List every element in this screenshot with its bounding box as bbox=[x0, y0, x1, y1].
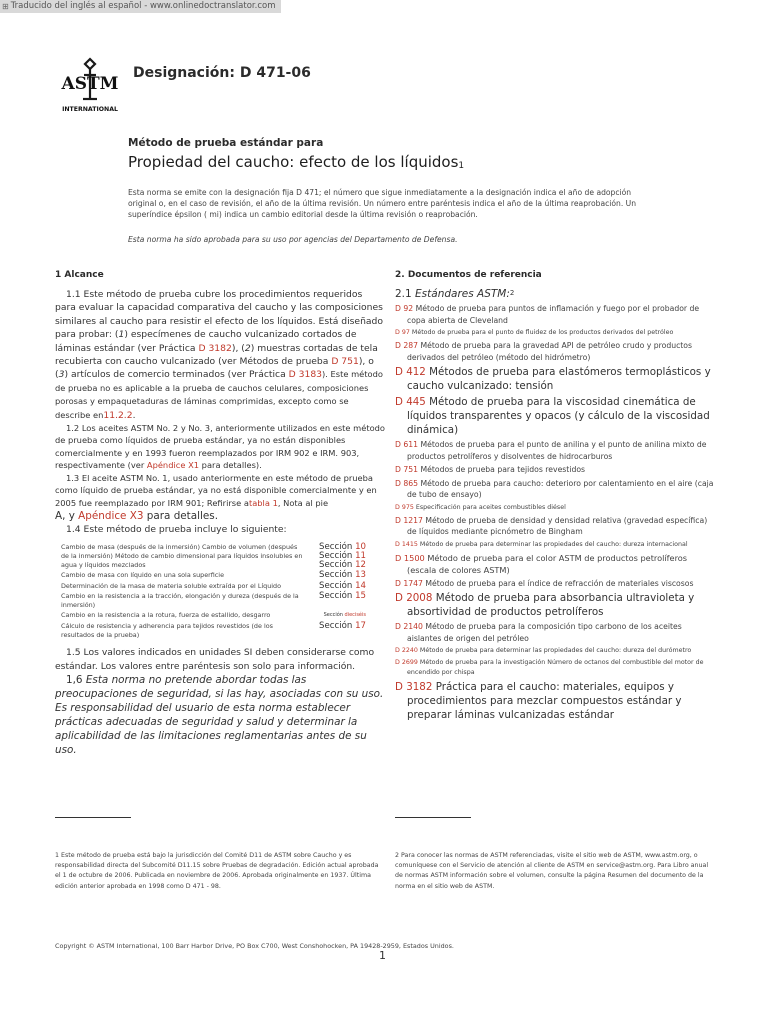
list-item bbox=[395, 621, 715, 644]
astm-standards-subheading: 2.1 Estándares ASTM:$^2$ bbox=[395, 288, 515, 300]
dod-note: Esta norma ha sido aprobada para su uso por agencias del Departamento de Defensa. bbox=[128, 235, 458, 244]
scope-item-text: Cambio de masa (después de la inmersión) Cambio de volumen (después de la inmersión) Método de cambio dimensional para líquidos insolubles en agua y líquidos mezclados bbox=[61, 543, 303, 569]
standard-code-link[interactable]: D 611 bbox=[395, 440, 419, 449]
table-row bbox=[61, 581, 366, 592]
ref-link-d3183[interactable]: D 3183 bbox=[288, 369, 323, 381]
section-link[interactable]: 10 bbox=[355, 542, 366, 553]
standard-code-link[interactable]: D 2699 bbox=[395, 659, 418, 667]
scope-column bbox=[55, 270, 385, 757]
paragraph-1-6: 1,6 Esta norma no pretende abordar todas las preocupaciones de seguridad, si las hay, asociadas con su uso. Es responsabilidad del usuario de esta norma establecer prácticas adecuadas de seguridad y salud y determinar la aplicabilidad de las limitaciones reglamentarias antes de su uso. bbox=[55, 674, 384, 757]
standard-code-link[interactable]: D 1747 bbox=[395, 578, 423, 588]
list-item bbox=[395, 395, 715, 437]
title-footnote-mark: 1 bbox=[458, 161, 465, 171]
standard-code-link[interactable]: D 445 bbox=[395, 396, 426, 408]
standard-title: Método de prueba para la gravedad API de petróleo crudo y productos derivados del petróleo (método del hidrómetro) bbox=[407, 341, 693, 362]
title-line-2 bbox=[128, 153, 464, 171]
list-item bbox=[395, 328, 715, 338]
scope-item-text: Cambio en la resistencia a la tracción, elongación y dureza (después de la inmersión) bbox=[61, 592, 299, 609]
list-item bbox=[395, 515, 715, 538]
standard-title: Método de prueba para caucho: deterioro por calentamiento en el aire (caja de tubo de ensayo) bbox=[407, 478, 714, 499]
page-number: 1 bbox=[379, 949, 386, 962]
list-item bbox=[395, 591, 715, 619]
scope-item-section: Sección 14 bbox=[319, 580, 366, 591]
standard-title: Método de prueba para puntos de inflamación y fuego por el probador de copa abierta de Cleveland bbox=[407, 304, 700, 325]
standard-code-link[interactable]: D 3182 bbox=[395, 681, 433, 694]
ref-link-table-1[interactable]: tabla 1 bbox=[248, 497, 278, 508]
standard-title: Método de prueba para determinar las propiedades del caucho: dureza internacional bbox=[419, 540, 688, 548]
list-item bbox=[395, 646, 715, 656]
list-item bbox=[395, 658, 715, 678]
standard-title: Método de prueba para determinar las propiedades del caucho: dureza del durómetro bbox=[419, 647, 692, 655]
paragraph-1-3-cont: A, y Apéndice X3 para detalles. bbox=[55, 509, 219, 522]
standard-title: Especificación para aceites combustibles diésel bbox=[415, 503, 566, 511]
logo-subtext: INTERNATIONAL bbox=[62, 106, 118, 113]
standard-code-link[interactable]: D 865 bbox=[395, 478, 419, 488]
scope-item-section: Sección dieciséis bbox=[323, 612, 366, 619]
section-link[interactable]: 15 bbox=[355, 591, 366, 602]
ref-link-11-2-2[interactable]: 11.2.2 bbox=[103, 409, 133, 421]
standard-title: Método de prueba para el color ASTM de productos petrolíferos (escala de colores ASTM) bbox=[407, 552, 688, 575]
list-item bbox=[395, 478, 715, 501]
standard-code-link[interactable]: D 92 bbox=[395, 304, 414, 313]
standard-code-link[interactable]: D 751 bbox=[395, 465, 419, 474]
list-item bbox=[395, 503, 715, 513]
ref-link-appendix-x3[interactable]: Apéndice X3 bbox=[78, 509, 144, 522]
table-row bbox=[61, 621, 366, 640]
footnote-1: 1 Este método de prueba está bajo la jurisdicción del Comité D11 de ASTM sobre Caucho y es responsabilidad directa del Subcomité D11.15 sobre Pruebas de degradación. Edición actual aprobada el 1 de octubre de 2006. Publicada en noviembre de 2006. Aprobada originalmente en 1937. Última edición anterior aprobada en 1998 como D 471 - 98. bbox=[55, 852, 379, 890]
list-item bbox=[395, 680, 715, 722]
paragraph-1-5: 1.5 Los valores indicados en unidades SI deben considerarse como estándar. Los valores entre paréntesis son solo para información. bbox=[55, 647, 375, 672]
reference-list bbox=[395, 303, 715, 722]
scope-heading: 1 Alcance bbox=[55, 270, 104, 280]
standard-code-link[interactable]: D 1217 bbox=[395, 515, 423, 525]
scope-item-section: Sección 10 Sección 11 Sección 12 bbox=[319, 542, 366, 570]
standard-code-link[interactable]: D 2008 bbox=[395, 592, 433, 605]
references-column bbox=[395, 270, 715, 724]
scope-item-text: Cálculo de resistencia y adherencia para tejidos revestidos (de los resultados de la prueba) bbox=[61, 622, 273, 639]
list-item bbox=[395, 552, 715, 576]
title-main: Propiedad del caucho: efecto de los líquidos bbox=[128, 153, 459, 171]
references-heading: 2. Documentos de referencia bbox=[395, 270, 542, 280]
logo-text: ASTM bbox=[61, 74, 119, 94]
section-link[interactable]: 17 bbox=[355, 621, 366, 632]
scope-item-section: Sección 17 bbox=[319, 621, 366, 632]
section-link[interactable]: 12 bbox=[355, 559, 366, 570]
table-row bbox=[61, 542, 366, 570]
standard-title: Método de prueba para el punto de fluidez de los productos derivados del petróleo bbox=[411, 329, 674, 336]
footnote-2: 2 Para conocer las normas de ASTM referenciadas, visite el sitio web de ASTM, www.astm.org, o comuníquese con el Servicio de atención al cliente de ASTM en service@astm.org. Para Libro anual de normas ASTM información sobre el volumen, consulte la página Resumen del documento de la norma en el sitio web de ASTM. bbox=[395, 852, 709, 890]
standard-title: Métodos de prueba para el punto de anilina y el punto de anilina mixto de productos petrolíferos y disolventes de hidrocarburos bbox=[407, 440, 707, 461]
standard-code-link[interactable]: D 1415 bbox=[395, 540, 418, 548]
standard-code-link[interactable]: D 412 bbox=[395, 366, 426, 378]
standard-code-link[interactable]: D 287 bbox=[395, 341, 419, 350]
standard-title: Método de prueba para la investigación Número de octanos del combustible del motor de encendido por chispa bbox=[407, 659, 704, 677]
scope-item-section: Sección 13 bbox=[319, 570, 366, 581]
standard-title: Método de prueba para la viscosidad cinemática de líquidos transparentes y opacos (y cálculo de la viscosidad dinámica) bbox=[407, 396, 710, 436]
standard-title: Práctica para el caucho: materiales, equipos y procedimientos para mezclar compuestos estándar y preparar láminas vulcanizadas estándar bbox=[407, 681, 682, 722]
astm-logo bbox=[59, 55, 121, 115]
standard-code-link[interactable]: D 1500 bbox=[395, 552, 425, 563]
standard-notice: Esta norma se emite con la designación fija D 471; el número que sigue inmediatamente a la designación indica el año de adopción original o, en el caso de revisión, el año de la última revisión. Un número entre paréntesis indica el año de la última reaprobación. Un superíndice épsilon ( mi) indica un cambio editorial desde la última revisión o reaprobación. bbox=[128, 188, 637, 219]
list-item bbox=[395, 464, 715, 476]
standard-title: Métodos de prueba para elastómeros termoplásticos y caucho vulcanizado: tensión bbox=[407, 366, 711, 392]
standard-title: Método de prueba para la composición tipo carbono de los aceites aislantes de origen del petróleo bbox=[407, 622, 682, 643]
copyright: Copyright © ASTM International, 100 Barr Harbor Drive, PO Box C700, West Conshohocken, PA 19428-2959, Estados Unidos. bbox=[55, 942, 454, 950]
translator-banner[interactable] bbox=[0, 0, 281, 13]
standard-code-link[interactable]: D 975 bbox=[395, 503, 414, 511]
scope-item-text: Determinación de la masa de materia soluble extraída por el Líquido bbox=[61, 581, 282, 590]
list-item bbox=[395, 540, 715, 550]
standard-code-link[interactable]: D 2240 bbox=[395, 647, 418, 655]
footnote-rule-right bbox=[395, 817, 471, 818]
ref-link-d751[interactable]: D 751 bbox=[331, 356, 359, 368]
scope-sections-table bbox=[61, 542, 366, 640]
paragraph-1-3: 1.3 El aceite ASTM No. 1, usado anteriormente en este método de prueba como líquido de prueba estándar, ya no está disponible comercialmente y en 2005 fue reemplazado por IRM 901; Refirirse atabla 1, Nota al pie bbox=[55, 472, 377, 508]
section-link[interactable]: 13 bbox=[355, 570, 366, 581]
ref-link-appendix-x1[interactable]: Apéndice X1 bbox=[146, 460, 200, 471]
standard-code-link[interactable]: D 2140 bbox=[395, 622, 423, 632]
title-line-1: Método de prueba estándar para bbox=[128, 137, 324, 149]
banner-text: Traducido del inglés al español - www.onlinedoctranslator.com bbox=[10, 1, 276, 11]
ref-link-d3182[interactable]: D 3182 bbox=[198, 342, 232, 354]
scope-item-text: Cambio en la resistencia a la rotura, fuerza de estallido, desgarro bbox=[61, 611, 271, 620]
list-item bbox=[395, 578, 715, 590]
designation: Designación: D 471-06 bbox=[133, 65, 311, 81]
list-item bbox=[395, 303, 715, 326]
standard-title: Método de prueba de densidad y densidad relativa (gravedad específica) de líquidos mediante picnómetro de Bingham bbox=[407, 515, 708, 536]
standard-title: Método de prueba para absorbancia ultravioleta y absortividad de productos petrolíferos bbox=[407, 592, 695, 619]
footnote-rule-left bbox=[55, 817, 131, 818]
list-item bbox=[395, 365, 715, 393]
paragraph-1-1: 1.1 Este método de prueba cubre los procedimientos requeridos para evaluar la capacidad comparativa del caucho y las composiciones similares al caucho para resistir el efecto de los líquidos. Está diseñado para probar: (1) especímenes de caucho vulcanizado cortados de láminas estándar (ver Práctica D 3182), (2) muestras cortadas de tela recubierta con caucho vulcanizado (ver Métodos de prueba D 751), o (3) artículos de comercio terminados (ver Práctica D 3183). Este método de prueba no es aplicable a la prueba de cauchos celulares, composiciones porosas y empaquetaduras de láminas comprimidas, excepto como se describe en11.2.2. bbox=[55, 289, 383, 421]
table-row bbox=[61, 610, 366, 621]
standard-title: Métodos de prueba para tejidos revestidos bbox=[420, 465, 586, 474]
standard-code-link[interactable]: D 97 bbox=[395, 329, 410, 336]
table-row bbox=[61, 570, 366, 581]
section-link[interactable]: 11 bbox=[355, 550, 366, 561]
scope-item-section: Sección 15 bbox=[319, 591, 366, 602]
list-item bbox=[395, 439, 715, 462]
table-row bbox=[61, 591, 366, 610]
section-link[interactable]: dieciséis bbox=[344, 612, 366, 619]
paragraph-1-4: 1.4 Este método de prueba incluye lo siguiente: bbox=[66, 523, 287, 535]
translate-icon: ⊞ bbox=[2, 2, 9, 11]
standard-title: Método de prueba para el índice de refracción de materiales viscosos bbox=[425, 578, 694, 588]
section-link[interactable]: 14 bbox=[355, 580, 366, 591]
scope-item-text: Cambio de masa con líquido en una sola superficie bbox=[61, 571, 225, 580]
paragraph-1-2: 1.2 Los aceites ASTM No. 2 y No. 3, anteriormente utilizados en este método de prueba como líquidos de prueba estándar, ya no están disponibles comercialmente y en 1993 fueron reemplazados por IRM 902 e IRM. 903, respectivamente (ver Apéndice X1 para detalles). bbox=[55, 423, 386, 471]
list-item bbox=[395, 340, 715, 363]
